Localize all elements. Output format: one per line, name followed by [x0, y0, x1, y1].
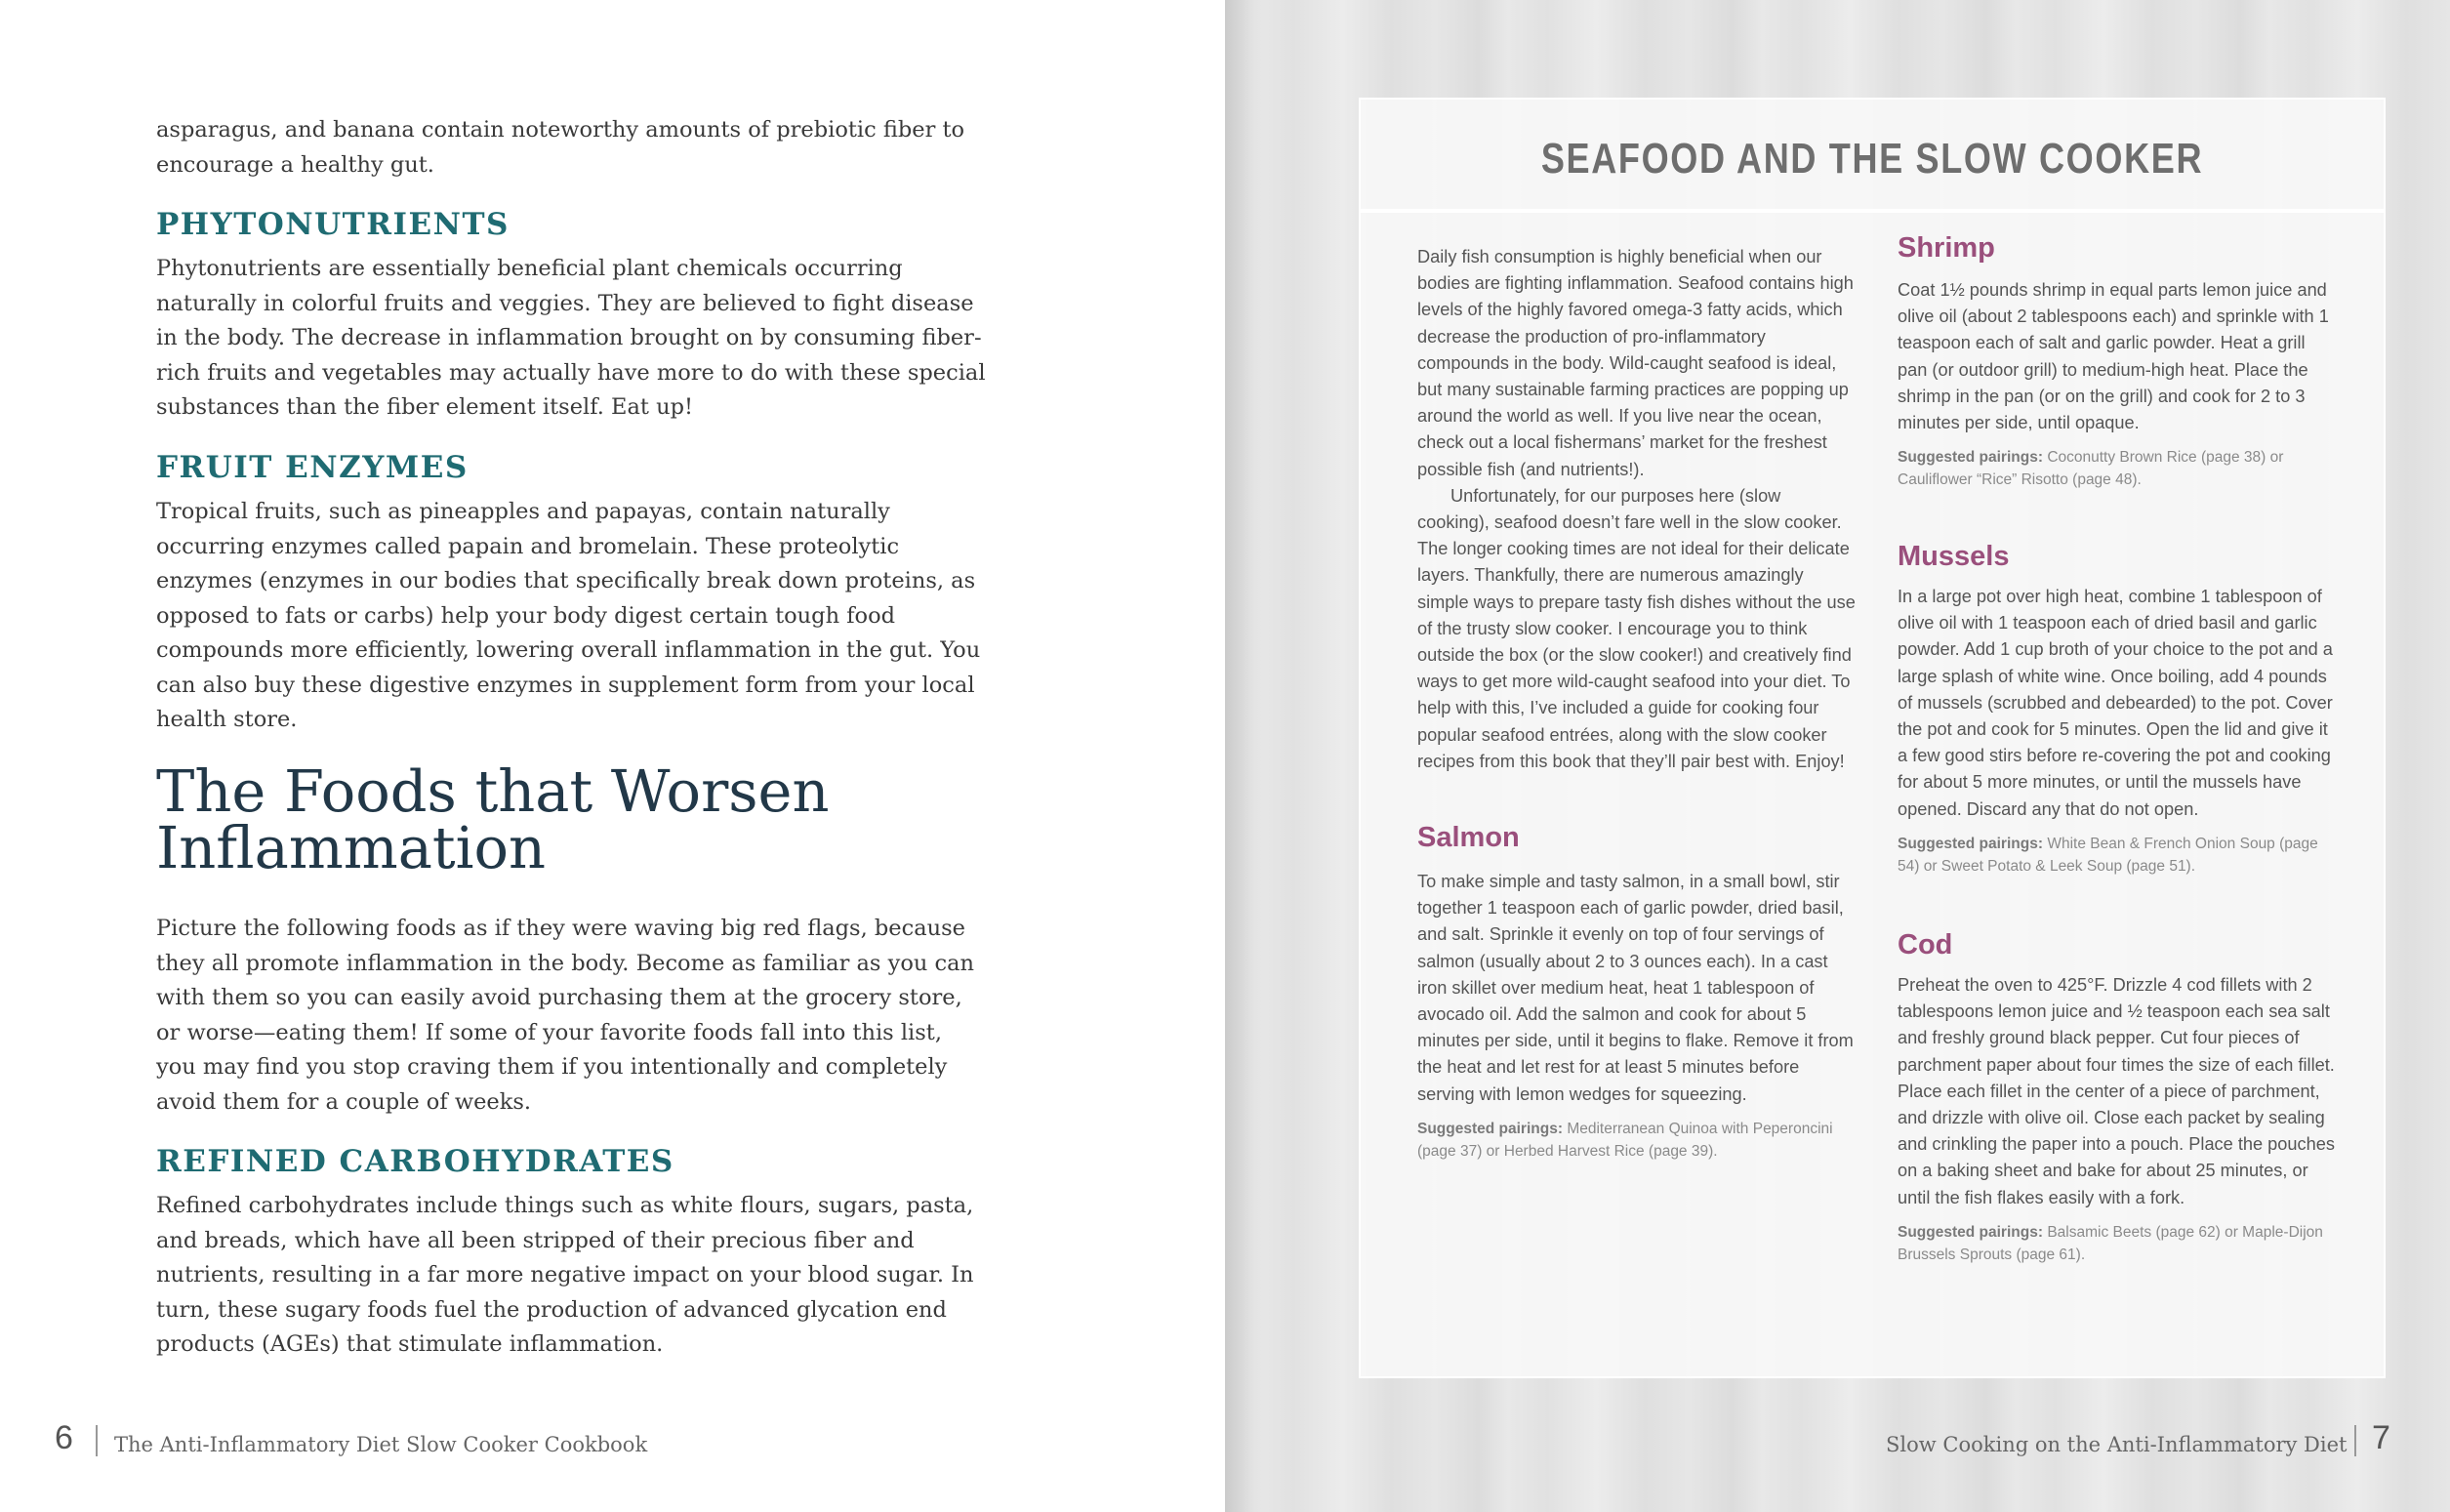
phytonutrients-heading: PHYTONUTRIENTS [156, 207, 510, 242]
salmon-section [1417, 869, 1857, 1163]
worsen-body: Picture the following foods as if they were waving big red flags, because they all promote inflammation in the body. Become as familiar as you can with them so you can easily avoid purchasing them at the grocery store, or worse—eating them! If some of your favorite foods fall into this list, you may find you stop craving them if you intentionally and completely avoid them for a couple of weeks. [156, 916, 975, 1115]
left-footer-divider [96, 1425, 98, 1456]
mussels-pairings [1898, 833, 2337, 878]
sidebar-title: SEAFOOD AND THE SLOW COOKER [1540, 135, 2204, 183]
fruit-enzymes-heading: FRUIT ENZYMES [156, 450, 469, 485]
worsen-inflammation-heading [156, 757, 1035, 881]
right-footer-divider [2354, 1425, 2356, 1456]
cod-heading: Cod [1898, 929, 1953, 960]
cod-pairings-label: Suggested pairings: [1898, 1223, 2043, 1241]
mussels-pairings-text: White Bean & French Onion Soup (page 54) or Sweet Potato & Leek Soup (page 51). [1898, 835, 2318, 875]
gutter-shadow [1225, 0, 1264, 1512]
intro-paragraph: asparagus, and banana contain noteworthy amounts of prebiotic fiber to encourage a healthy gut. [156, 117, 965, 178]
left-running-head: The Anti-Inflammatory Diet Slow Cooker Cookbook [114, 1433, 648, 1456]
cod-pairings-text: Balsamic Beets (page 62) or Maple-Dijon Brussels Sprouts (page 61). [1898, 1223, 2323, 1263]
mussels-heading: Mussels [1898, 541, 2010, 572]
worsen-heading-line1: The Foods that Worsen [156, 757, 830, 825]
salmon-pairings-text: Mediterranean Quinoa with Peperoncini (page 37) or Herbed Harvest Rice (page 39). [1417, 1120, 1833, 1160]
shrimp-pairings [1898, 446, 2337, 491]
salmon-heading: Salmon [1417, 822, 1520, 853]
left-page-number: 6 [55, 1419, 73, 1456]
sidebar-intro-p1: Daily fish consumption is highly beneficial when our bodies are fighting inflammation. Seafood contains high levels of the highly favored omega-3 fatty acids, which decrease the production of pro-inflammatory compounds in the body. Wild-caught seafood is ideal, but many sustainable farming practices are popping up around the world as well. If you live near the ocean, check out a local fishermans’ market for the freshest possible fish (and nutrients!). [1417, 247, 1854, 479]
cod-section [1898, 972, 2337, 1266]
shrimp-pairings-label: Suggested pairings: [1898, 449, 2043, 467]
cod-pairings [1898, 1221, 2337, 1266]
refined-carbs-heading: REFINED CARBOHYDRATES [156, 1144, 674, 1179]
mussels-pairings-label: Suggested pairings: [1898, 835, 2043, 852]
salmon-pairings [1417, 1118, 1857, 1163]
sidebar-intro [1417, 244, 1857, 775]
sidebar-intro-p2: Unfortunately, for our purposes here (slow cooking), seafood doesn’t fare well in the slow cooker. The longer cooking times are not ideal for their delicate layers. Thankfully, there are numerous amazingly simple ways to prepare tasty fish dishes without the use of the trusty slow cooker. I encourage you to think outside the box (or the slow cooker!) and creatively find ways to get more wild-caught seafood into your diet. To help with this, I’ve included a guide for cooking four popular seafood entrées, along with the slow cooker recipes from this book that they’ll pair best with. Enjoy! [1417, 485, 1856, 771]
right-page-number: 7 [2372, 1419, 2390, 1456]
seafood-sidebar [1359, 98, 2386, 1378]
refined-carbs-body: Refined carbohydrates include things such as white flours, sugars, pasta, and breads, which have all been stripped of their precious fiber and nutrients, resulting in a far more negative impact on your blood sugar. In turn, these sugary foods fuel the production of advanced glycation end products (AGEs) that stimulate inflammation. [156, 1193, 974, 1357]
mussels-section [1898, 584, 2337, 878]
right-running-head: Slow Cooking on the Anti-Inflammatory Diet [1886, 1433, 2348, 1456]
shrimp-heading: Shrimp [1898, 232, 1995, 264]
shrimp-section [1898, 277, 2337, 491]
phytonutrients-body: Phytonutrients are essentially beneficial plant chemicals occurring naturally in colorful fruits and veggies. They are believed to fight disease in the body. The decrease in inflammation brought on by consuming fiber-rich fruits and vegetables may actually have more to do with these special substances than the fiber element itself. Eat up! [156, 256, 986, 420]
sidebar-title-rule [1361, 209, 2384, 213]
shrimp-pairings-text: Coconutty Brown Rice (page 38) or Cauliflower “Rice” Risotto (page 48). [1898, 449, 2284, 489]
mussels-body: In a large pot over high heat, combine 1 tablespoon of olive oil with 1 teaspoon each of dried basil and garlic powder. Add 1 cup broth of your choice to the pot and a large splash of white wine. Once boiling, add 4 pounds of mussels (scrubbed and debearded) to the pot. Cover the pot and cook for 5 minutes. Open the lid and give it a few good stirs before re-covering the pot and cooking for about 5 more minutes, or until the mussels have opened. Discard any that do not open. [1898, 587, 2333, 819]
shrimp-body: Coat 1½ pounds shrimp in equal parts lemon juice and olive oil (about 2 tablespoons each) and sprinkle with 1 teaspoon each of salt and garlic powder. Heat a grill pan (or outdoor grill) to medium-high heat. Place the shrimp in the pan (or on the grill) and cook for 2 to 3 minutes per side, until opaque. [1898, 280, 2329, 433]
fruit-enzymes-body: Tropical fruits, such as pineapples and papayas, contain naturally occurring enzymes called papain and bromelain. These proteolytic enzymes (enzymes in our bodies that specifically break down proteins, as opposed to fats or carbs) help your body digest certain tough food compounds more efficiently, lowering overall inflammation in the gut. You can also buy these digestive enzymes in supplement form from your local health store. [156, 499, 981, 732]
cod-body: Preheat the oven to 425°F. Drizzle 4 cod fillets with 2 tablespoons lemon juice and ½ teaspoon each sea salt and freshly ground black pepper. Cut four pieces of parchment paper about four times the size of each fillet. Place each fillet in the center of a piece of parchment, and drizzle with olive oil. Close each packet by sealing and crinkling the paper into a pouch. Place the pouches on a baking sheet and bake for about 25 minutes, or until the fish flakes easily with a fork. [1898, 975, 2335, 1207]
salmon-body: To make simple and tasty salmon, in a small bowl, stir together 1 teaspoon each of garlic powder, dried basil, and salt. Sprinkle it evenly on top of four servings of salmon (usually about 2 to 3 ounces each). In a cast iron skillet over medium heat, heat 1 tablespoon of avocado oil. Add the salmon and cook for about 5 minutes per side, until it begins to flake. Remove it from the heat and let rest for at least 5 minutes before serving with lemon wedges for squeezing. [1417, 872, 1854, 1104]
salmon-pairings-label: Suggested pairings: [1417, 1120, 1563, 1137]
worsen-heading-line2: Inflammation [156, 814, 546, 881]
